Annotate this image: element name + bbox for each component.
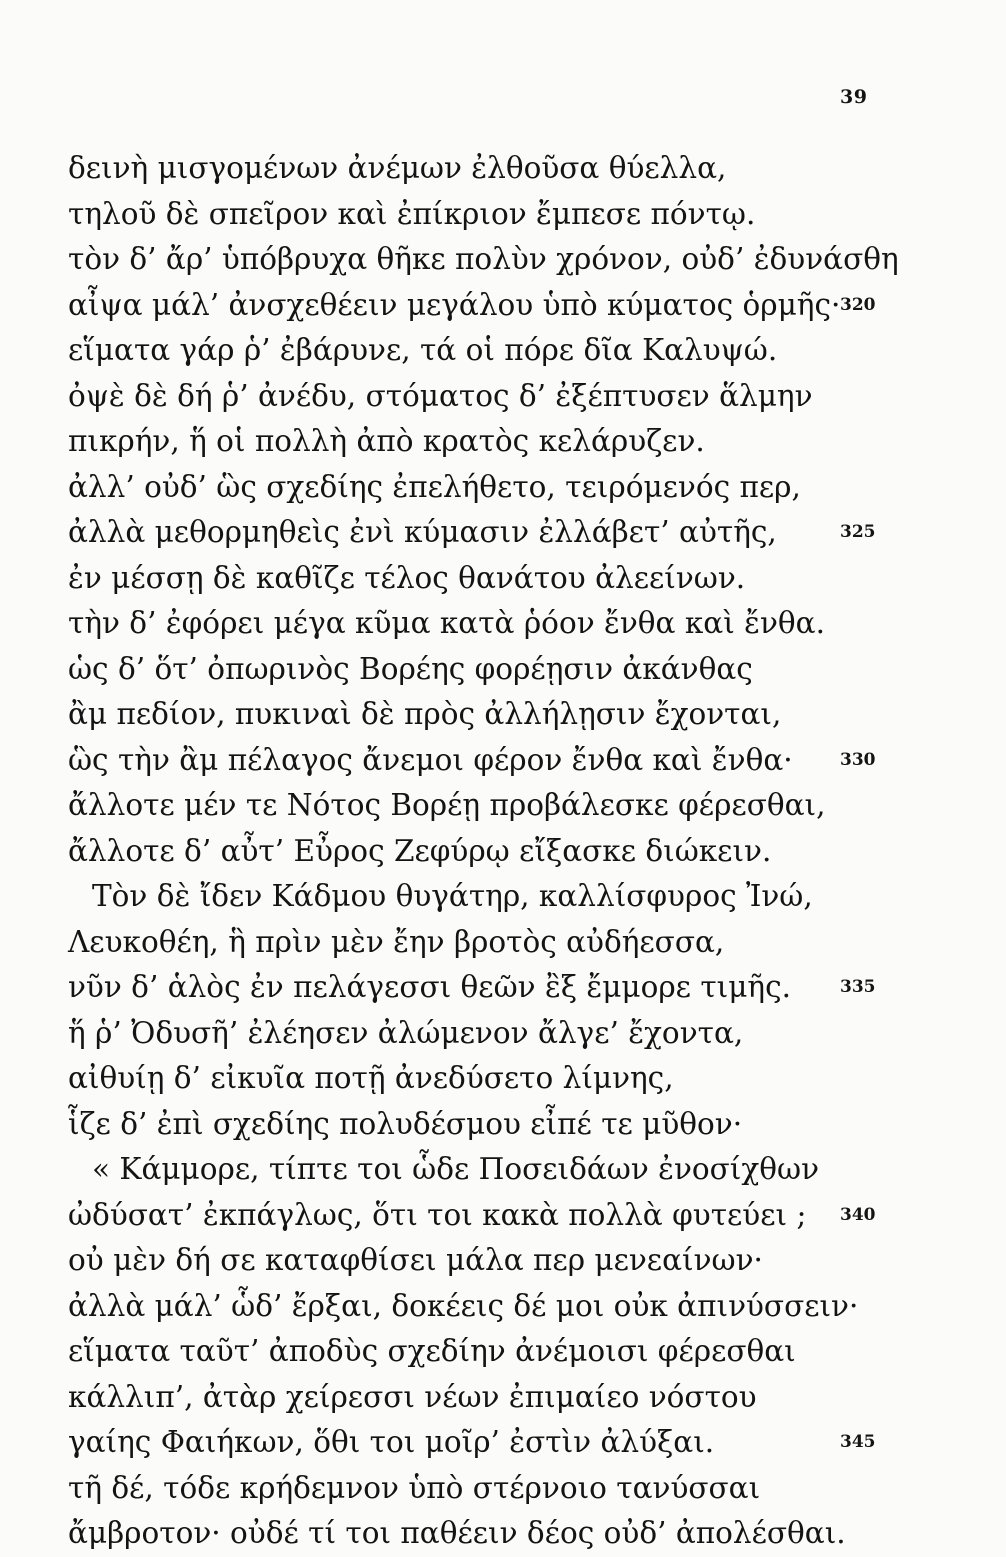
verse-line bbox=[68, 328, 968, 374]
verse-text: ἀλλ’ οὐδ’ ὣς σχεδίης ἐπελήθετο, τειρόμενός περ, bbox=[68, 469, 801, 504]
verse-line bbox=[68, 829, 968, 875]
verse-line bbox=[68, 1102, 968, 1148]
verse-text: τηλοῦ δὲ σπεῖρον καὶ ἐπίκριον ἔμπεσε πόντῳ. bbox=[68, 196, 756, 231]
verse-text: οὐ μὲν δή σε καταφθίσει μάλα περ μενεαίνων· bbox=[68, 1243, 763, 1277]
verse-text: δεινὴ μισγομένων ἀνέμων ἐλθοῦσα θύελλα, bbox=[68, 151, 727, 185]
verse-text: αἶψα μάλ’ ἀνσχεθέειν μεγάλου ὑπὸ κύματος ὁρμῆς· bbox=[68, 287, 841, 322]
verse-line bbox=[68, 965, 968, 1011]
verse-text: εἵματα ταῦτ’ ἀποδὺς σχεδίην ἀνέμοισι φέρεσθαι bbox=[68, 1334, 796, 1368]
verse-line bbox=[68, 692, 968, 738]
verse-text: « Κάμμορε, τίπτε τοι ὧδε Ποσειδάων ἐνοσίχθων bbox=[92, 1152, 819, 1186]
line-number: 325 bbox=[840, 522, 876, 542]
verse-line bbox=[68, 1329, 968, 1375]
verse-line bbox=[68, 1511, 968, 1557]
verse-text: πικρήν, ἥ οἱ πολλὴ ἀπὸ κρατὸς κελάρυζεν. bbox=[68, 424, 705, 458]
verse-text: κάλλιπ’, ἀτὰρ χείρεσσι νέων ἐπιμαίεο νόστου bbox=[68, 1379, 757, 1414]
verse-text: νῦν δ’ ἁλὸς ἐν πελάγεσσι θεῶν ἒξ ἔμμορε τιμῆς. bbox=[68, 970, 791, 1004]
verse-text: Λευκοθέη, ἣ πρὶν μὲν ἔην βροτὸς αὐδήεσσα, bbox=[68, 924, 725, 959]
verse-text: ἄμβροτον· οὐδέ τί τοι παθέειν δέος οὐδ’ ἀπολέσθαι. bbox=[68, 1516, 846, 1550]
verse-text: ὣς τὴν ἂμ πέλαγος ἄνεμοι φέρον ἔνθα καὶ ἔνθα· bbox=[68, 742, 793, 777]
verse-line bbox=[68, 1420, 968, 1466]
verse-text: γαίης Φαιήκων, ὅθι τοι μοῖρ’ ἐστὶν ἀλύξαι. bbox=[68, 1425, 715, 1459]
verse-text: Τὸν δὲ ἴδεν Κάδμου θυγάτηρ, καλλίσφυρος Ἰνώ, bbox=[92, 879, 813, 913]
verse-line bbox=[68, 1284, 968, 1330]
verse-line bbox=[68, 192, 968, 238]
verse-line bbox=[68, 783, 968, 829]
verse-text: ἐν μέσσῃ δὲ καθῖζε τέλος θανάτου ἀλεείνων. bbox=[68, 560, 746, 595]
verse-line bbox=[68, 1238, 968, 1284]
verse-line bbox=[68, 1011, 968, 1057]
verse-line bbox=[68, 647, 968, 693]
verse-text: ὠδύσατ’ ἐκπάγλως, ὅτι τοι κακὰ πολλὰ φυτεύει ; bbox=[68, 1197, 807, 1232]
verse-text: ἄλλοτε μέν τε Νότος Βορέῃ προβάλεσκε φέρεσθαι, bbox=[68, 788, 826, 822]
verse-line bbox=[68, 920, 968, 966]
verse-text: ἀλλὰ μεθορμηθεὶς ἐνὶ κύμασιν ἐλλάβετ’ αὐτῆς, bbox=[68, 515, 777, 549]
verse-line bbox=[68, 556, 968, 602]
verse-text: ἄλλοτε δ’ αὖτ’ Εὖρος Ζεφύρῳ εἴξασκε διώκειν. bbox=[68, 833, 772, 868]
verse-text: ὡς δ’ ὅτ’ ὀπωρινὸς Βορέης φορέῃσιν ἀκάνθας bbox=[68, 651, 753, 686]
verse-text: τὴν δ’ ἐφόρει μέγα κῦμα κατὰ ῥόον ἔνθα καὶ ἔνθα. bbox=[68, 606, 825, 640]
verse-line bbox=[68, 510, 968, 556]
verse-text: ὀψὲ δὲ δή ῥ’ ἀνέδυ, στόματος δ’ ἐξέπτυσεν ἅλμην bbox=[68, 378, 813, 413]
verse-line bbox=[68, 1466, 968, 1512]
line-number: 330 bbox=[840, 749, 876, 770]
verse-line bbox=[68, 601, 968, 647]
verse-line bbox=[68, 738, 968, 784]
verse-line bbox=[68, 283, 968, 329]
line-number: 320 bbox=[840, 294, 876, 315]
verse-text: ἥ ῥ’ Ὀδυσῆ’ ἐλέησεν ἀλώμενον ἄλγε’ ἔχοντα, bbox=[68, 1015, 744, 1050]
verse-block bbox=[68, 146, 968, 1557]
verse-text: ἀλλὰ μάλ’ ὧδ’ ἔρξαι, δοκέεις δέ μοι οὐκ ἀπινύσσειν· bbox=[68, 1288, 859, 1323]
verse-text: ἷζε δ’ ἐπὶ σχεδίης πολυδέσμου εἶπέ τε μῦθον· bbox=[68, 1106, 743, 1141]
verse-text: τὸν δ’ ἄρ’ ὑπόβρυχα θῆκε πολὺν χρόνον, οὐδ’ ἐδυνάσθη bbox=[68, 242, 899, 276]
line-number: 340 bbox=[840, 1204, 876, 1225]
verse-text: αἰθυίῃ δ’ εἰκυῖα ποτῇ ἀνεδύσετο λίμνης, bbox=[68, 1061, 674, 1095]
verse-line bbox=[68, 374, 968, 420]
verse-line bbox=[68, 465, 968, 511]
verse-line bbox=[68, 419, 968, 465]
verse-line bbox=[68, 1193, 968, 1239]
verse-line bbox=[68, 237, 968, 283]
verse-line bbox=[68, 874, 968, 920]
verse-text: ἂμ πεδίον, πυκιναὶ δὲ πρὸς ἀλλήλῃσιν ἔχονται, bbox=[68, 697, 782, 731]
verse-line bbox=[68, 1375, 968, 1421]
verse-line bbox=[68, 146, 968, 192]
verse-text: τῆ δέ, τόδε κρήδεμνον ὑπὸ στέρνοιο τανύσσαι bbox=[68, 1470, 761, 1505]
page-number: 39 bbox=[840, 86, 868, 108]
line-number: 335 bbox=[840, 977, 876, 997]
verse-line bbox=[68, 1056, 968, 1102]
verse-line bbox=[68, 1147, 968, 1193]
line-number: 345 bbox=[840, 1432, 876, 1452]
verse-text: εἵματα γάρ ῥ’ ἐβάρυνε, τά οἱ πόρε δῖα Καλυψώ. bbox=[68, 333, 778, 367]
